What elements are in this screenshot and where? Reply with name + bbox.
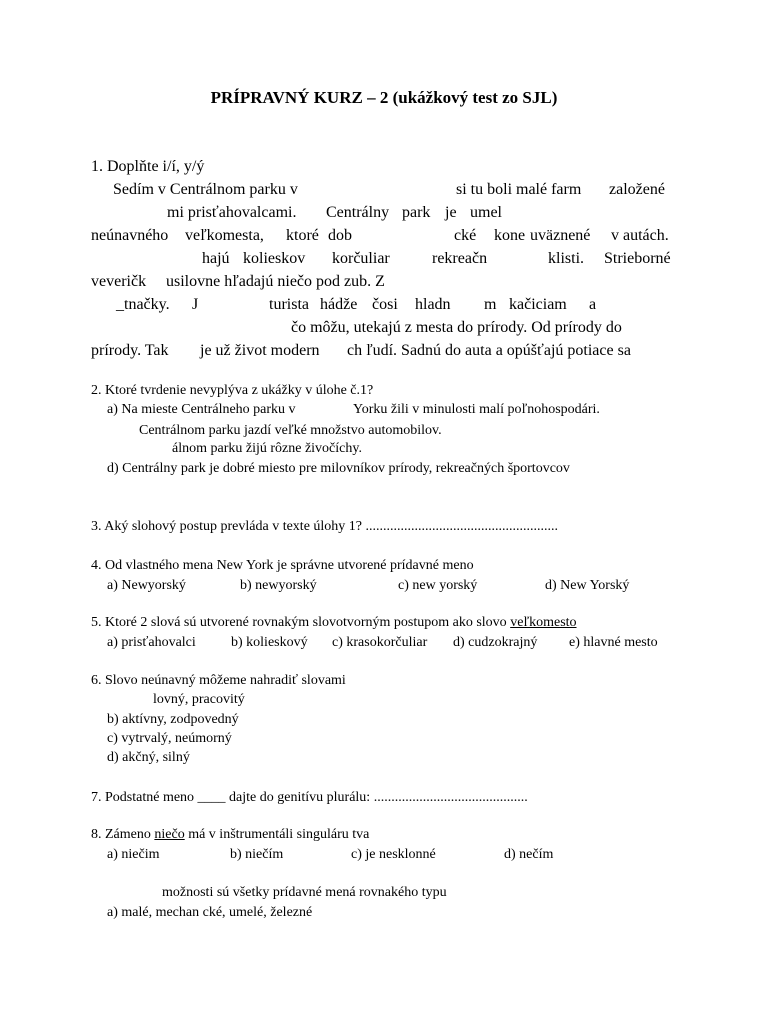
q1-l4-e: klisti.: [548, 250, 585, 267]
q1-l4-f: Strieborné: [604, 250, 671, 267]
q6-option-a: lovný, pracovitý: [153, 692, 245, 707]
q1-l6-f: hladn: [415, 296, 451, 313]
q6-heading: 6. Slovo neúnavný môžeme nahradiť slovami: [91, 673, 346, 688]
q2-option-a-part1: a) Na mieste Centrálneho parku v: [107, 402, 296, 417]
q1-l2-d: je: [445, 204, 457, 221]
q1-l6-c: turista: [269, 296, 309, 313]
q7-text-pre: 7. Podstatné meno: [91, 790, 195, 805]
q1-l5-b: usilovne hľadajú niečo pod zub. Z: [166, 273, 385, 290]
q7-answer-dots: ............................................: [373, 790, 528, 805]
q1-l6-h: kačiciam: [509, 296, 567, 313]
q6-option-d: d) akčný, silný: [107, 750, 190, 765]
q8-option-a: a) niečim: [107, 847, 160, 862]
q4-option-b: b) newyorský: [240, 578, 317, 593]
q8-text-pre: 8. Zámeno: [91, 827, 151, 842]
q6-option-c: c) vytrvalý, neúmorný: [107, 731, 232, 746]
q1-l8-b: je už život modern: [200, 342, 320, 359]
q1-l2-c: park: [402, 204, 431, 221]
page-title: PRÍPRAVNÝ KURZ – 2 (ukážkový test zo SJL): [210, 88, 558, 107]
q2-option-d: d) Centrálny park je dobré miesto pre milovníkov prírody, rekreačných športovcov: [107, 461, 570, 476]
q3-answer-dots: .......................................................: [365, 519, 559, 534]
q1-l4-d: rekreačn: [432, 250, 488, 267]
q6-option-b: b) aktívny, zodpovedný: [107, 712, 239, 727]
q5-option-b: b) kolieskový: [231, 635, 308, 650]
q1-l6-e: čosi: [372, 296, 398, 313]
q1-l6-g: m: [484, 296, 497, 313]
q5-heading-text: 5. Ktoré 2 slová sú utvorené rovnakým slovotvorným postupom ako slovo: [91, 615, 507, 630]
q1-l3-f: kone: [494, 227, 526, 244]
q7-text-post: dajte do genitívu plurálu:: [229, 790, 371, 805]
q1-l4-c: korčuliar: [332, 250, 390, 267]
q1-l3-a: neúnavného: [91, 227, 169, 244]
q9-heading: možnosti sú všetky prídavné mená rovnakého typu: [162, 885, 447, 900]
q5-option-c: c) krasokorčuliar: [332, 635, 428, 650]
q2-option-c: álnom parku žijú rôzne živočíchy.: [172, 441, 362, 456]
q9-option-a: a) malé, mechan cké, umelé, železné: [107, 905, 313, 920]
q5-option-d: d) cudzokrajný: [453, 635, 538, 650]
q1-l4-b: kolieskov: [243, 250, 306, 267]
q2-option-b: Centrálnom parku jazdí veľké množstvo automobilov.: [139, 423, 442, 438]
q4-option-c: c) new yorský: [398, 578, 478, 593]
q4-option-a: a) Newyorský: [107, 578, 186, 593]
q7-blank: ____: [197, 790, 226, 805]
q1-l1-a: Sedím v Centrálnom parku v: [113, 181, 298, 198]
q1-l6-d: hádže: [320, 296, 358, 313]
q1-l3-h: v autách.: [611, 227, 669, 244]
q1-l6-i: a: [589, 296, 597, 313]
q1-l4-a: hajú: [202, 250, 230, 267]
q1-l1-c: založené: [609, 181, 665, 198]
q1-l3-d: dob: [328, 227, 352, 244]
q7-question: [91, 790, 528, 806]
q1-l6-b: J: [192, 296, 199, 313]
q1-l3-c: ktoré: [286, 227, 319, 244]
q1-l5-a: veveričk: [91, 273, 147, 290]
q2-option-a-part2: Yorku žili v minulosti malí poľnohospodári.: [353, 402, 600, 417]
q5-heading-word: veľkomesto: [510, 615, 577, 630]
q5-option-a: a) prisťahovalci: [107, 635, 196, 650]
q1-l2-a: mi prisťahovalcami.: [167, 204, 297, 221]
q8-heading: [91, 827, 369, 843]
q1-l3-g: uväznené: [530, 227, 591, 244]
q8-text-post: má v inštrumentáli singuláru tva: [188, 827, 370, 842]
q1-l3-e: cké: [454, 227, 477, 244]
q8-option-d: d) nečím: [504, 847, 554, 862]
q3-question: [91, 519, 558, 535]
q2-heading: 2. Ktoré tvrdenie nevyplýva z ukážky v úlohe č.1?: [91, 383, 374, 398]
q8-option-c: c) je nesklonné: [351, 847, 436, 862]
q1-l3-b: veľkomesta,: [185, 227, 264, 244]
q1-l7-a: čo môžu, utekajú z mesta do prírody. Od prírody do: [291, 319, 622, 336]
q1-l1-b: si tu boli malé farm: [456, 181, 582, 198]
q1-l8-a: prírody. Tak: [91, 342, 169, 359]
q1-l2-e: umel: [470, 204, 502, 221]
q1-l6-a: _tnačky.: [116, 296, 170, 313]
q3-text: 3. Aký slohový postup prevláda v texte úlohy 1?: [91, 519, 363, 534]
q1-l8-c: ch ľudí. Sadnú do auta a opúšťajú potiace sa: [347, 342, 631, 359]
q1-heading: 1. Doplňte i/í, y/ý: [91, 158, 205, 175]
q4-option-d: d) New Yorský: [545, 578, 630, 593]
q1-l2-b: Centrálny: [326, 204, 390, 221]
q5-heading: [91, 615, 577, 631]
q4-heading: 4. Od vlastného mena New York je správne utvorené prídavné meno: [91, 558, 474, 573]
q8-word: niečo: [154, 827, 185, 842]
q8-option-b: b) niečím: [230, 847, 284, 862]
q5-option-e: e) hlavné mesto: [569, 635, 658, 650]
